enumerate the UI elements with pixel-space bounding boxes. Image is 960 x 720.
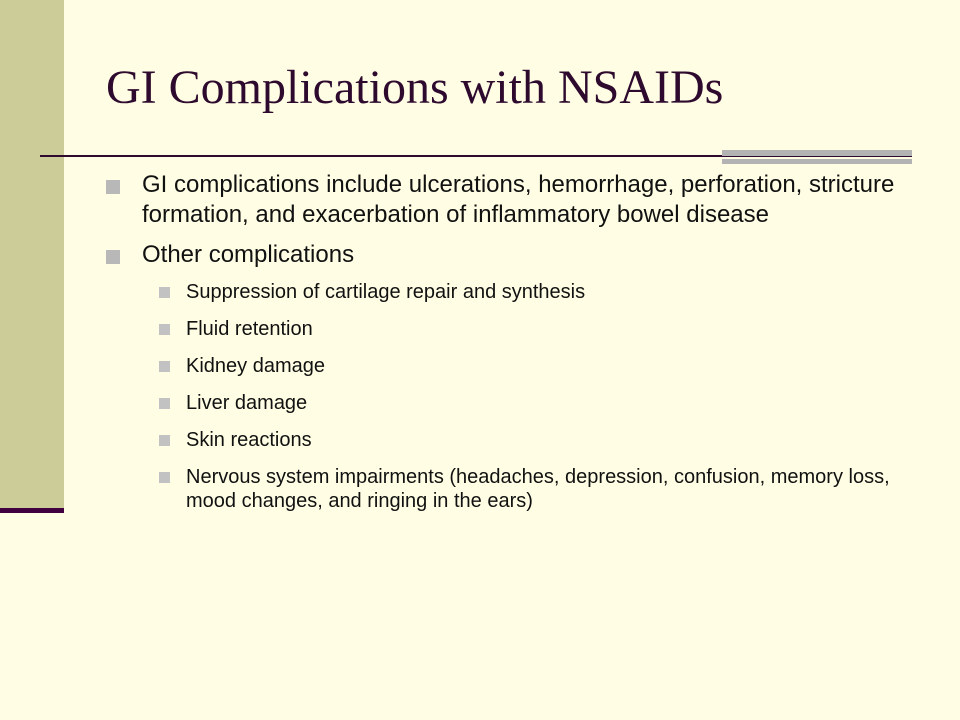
sub-bullet-item xyxy=(104,391,924,415)
square-bullet-icon xyxy=(106,250,120,264)
sub-bullet-item xyxy=(104,317,924,341)
square-bullet-icon xyxy=(159,361,170,372)
sub-bullet-text: Liver damage xyxy=(186,392,308,414)
square-bullet-icon xyxy=(159,324,170,335)
side-bar-accent-line xyxy=(0,508,64,513)
slide-title: GI Complications with NSAIDs xyxy=(106,61,724,114)
title-underline-accent-top xyxy=(722,150,912,156)
bullet-item-other-complications xyxy=(104,240,924,270)
title-underline-accent-bottom xyxy=(722,159,912,164)
square-bullet-icon xyxy=(159,472,170,483)
sub-bullet-item xyxy=(104,428,924,452)
sub-bullet-item xyxy=(104,354,924,378)
sub-bullet-item xyxy=(104,465,924,513)
sub-bullet-text: Nervous system impairments (headaches, depression, confusion, memory loss, mood changes, and ringing in the ears) xyxy=(186,466,890,512)
square-bullet-icon xyxy=(106,180,120,194)
side-bar-decoration xyxy=(0,0,64,508)
sub-bullet-item xyxy=(104,280,924,304)
square-bullet-icon xyxy=(159,435,170,446)
sub-bullet-list xyxy=(104,280,924,513)
sub-bullet-text: Suppression of cartilage repair and synthesis xyxy=(186,281,586,303)
bullet-item-gi-complications xyxy=(104,170,924,230)
square-bullet-icon xyxy=(159,398,170,409)
slide-content xyxy=(104,170,924,526)
bullet-text: Other complications xyxy=(142,241,355,268)
sub-bullet-text: Kidney damage xyxy=(186,355,325,377)
bullet-list xyxy=(104,170,924,270)
sub-bullet-text: Fluid retention xyxy=(186,318,313,340)
square-bullet-icon xyxy=(159,287,170,298)
bullet-text: GI complications include ulcerations, hemorrhage, perforation, stricture formation, and exacerbation of inflammatory bowel disease xyxy=(142,171,895,228)
sub-bullet-text: Skin reactions xyxy=(186,429,312,451)
